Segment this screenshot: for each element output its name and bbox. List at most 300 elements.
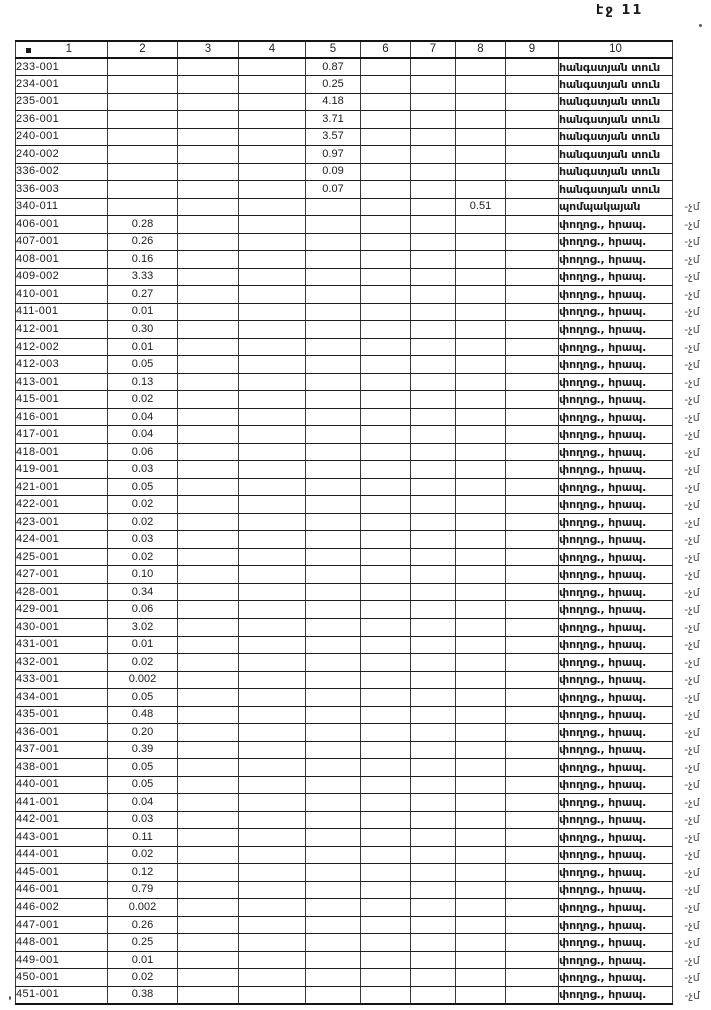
empty-cell: [306, 391, 361, 409]
empty-cell: [239, 391, 306, 409]
empty-cell: [361, 566, 411, 584]
empty-cell: [239, 426, 306, 444]
margin-note: -չմ: [684, 550, 700, 564]
margin-note: [673, 111, 711, 129]
margin-note: [673, 58, 711, 76]
empty-cell: [239, 986, 306, 1004]
margin-note: -չմ: [684, 410, 700, 424]
empty-cell: [108, 198, 178, 216]
empty-cell: [411, 426, 456, 444]
empty-cell: [178, 899, 239, 917]
value-cell: 0.002: [108, 899, 178, 917]
category-cell: փողոց., հրապ.: [559, 356, 673, 374]
empty-cell: [506, 426, 559, 444]
row-code-cell: 433-001: [16, 671, 108, 689]
empty-cell: [456, 759, 506, 777]
value-cell: 0.51: [456, 198, 506, 216]
empty-cell: [411, 93, 456, 111]
empty-cell: [361, 93, 411, 111]
empty-cell: [411, 566, 456, 584]
table-row: [16, 706, 711, 724]
empty-cell: [456, 864, 506, 882]
empty-cell: [306, 443, 361, 461]
empty-cell: [178, 111, 239, 129]
empty-cell: [239, 268, 306, 286]
empty-cell: [456, 916, 506, 934]
value-cell: 0.04: [108, 794, 178, 812]
empty-cell: [456, 391, 506, 409]
empty-cell: [178, 881, 239, 899]
empty-cell: [178, 636, 239, 654]
empty-cell: [456, 829, 506, 847]
category-cell: հանգստյան տուն: [559, 111, 673, 129]
empty-cell: [411, 671, 456, 689]
empty-cell: [178, 566, 239, 584]
empty-cell: [506, 881, 559, 899]
empty-cell: [506, 794, 559, 812]
value-cell: 0.30: [108, 321, 178, 339]
value-cell: 0.28: [108, 216, 178, 234]
empty-cell: [361, 76, 411, 94]
value-cell: 0.05: [108, 689, 178, 707]
empty-cell: [306, 233, 361, 251]
scan-speck: [9, 996, 11, 1000]
row-code-cell: 408-001: [16, 251, 108, 269]
table-row: [16, 934, 711, 952]
value-cell: 0.03: [108, 811, 178, 829]
margin-note: -չմ: [684, 988, 700, 1002]
empty-cell: [361, 916, 411, 934]
margin-note: -չմ: [684, 393, 700, 407]
table-row: [16, 986, 711, 1004]
table-row: [16, 951, 711, 969]
table-row: [16, 846, 711, 864]
empty-cell: [239, 373, 306, 391]
empty-cell: [306, 776, 361, 794]
row-code-cell: 415-001: [16, 391, 108, 409]
category-cell: փողոց., հրապ.: [559, 303, 673, 321]
empty-cell: [361, 619, 411, 637]
empty-cell: [108, 146, 178, 164]
empty-cell: [361, 969, 411, 987]
margin-note: -չմ: [684, 270, 700, 284]
empty-cell: [361, 986, 411, 1004]
empty-cell: [456, 408, 506, 426]
empty-cell: [239, 303, 306, 321]
empty-cell: [306, 478, 361, 496]
empty-cell: [361, 583, 411, 601]
category-cell: փողոց., հրապ.: [559, 566, 673, 584]
category-cell: փողոց., հրապ.: [559, 934, 673, 952]
category-cell: փողոց., հրապ.: [559, 776, 673, 794]
margin-note: [673, 76, 711, 94]
column-header-9: [506, 41, 559, 58]
empty-cell: [361, 163, 411, 181]
value-cell: 3.71: [306, 111, 361, 129]
value-cell: 0.002: [108, 671, 178, 689]
empty-cell: [239, 776, 306, 794]
category-cell: փողոց., հրապ.: [559, 583, 673, 601]
empty-cell: [239, 759, 306, 777]
value-cell: 0.25: [306, 76, 361, 94]
empty-cell: [239, 881, 306, 899]
empty-cell: [361, 181, 411, 199]
row-code-cell: 336-003: [16, 181, 108, 199]
value-cell: 0.02: [108, 496, 178, 514]
empty-cell: [361, 321, 411, 339]
empty-cell: [361, 303, 411, 321]
empty-cell: [306, 373, 361, 391]
table-row: [16, 251, 711, 269]
empty-cell: [361, 881, 411, 899]
empty-cell: [178, 601, 239, 619]
empty-cell: [239, 811, 306, 829]
empty-cell: [239, 636, 306, 654]
value-cell: 0.48: [108, 706, 178, 724]
column-header-label: 8: [477, 42, 484, 55]
empty-cell: [456, 128, 506, 146]
empty-cell: [456, 356, 506, 374]
table-row: [16, 671, 711, 689]
empty-cell: [306, 969, 361, 987]
empty-cell: [456, 776, 506, 794]
row-code-cell: 412-001: [16, 321, 108, 339]
margin-note: -չմ: [684, 813, 700, 827]
empty-cell: [411, 724, 456, 742]
empty-cell: [239, 163, 306, 181]
value-cell: 0.38: [108, 986, 178, 1004]
margin-note: -չմ: [684, 638, 700, 652]
empty-cell: [178, 268, 239, 286]
empty-cell: [178, 286, 239, 304]
row-code-cell: 430-001: [16, 619, 108, 637]
empty-cell: [239, 461, 306, 479]
empty-cell: [361, 286, 411, 304]
empty-cell: [178, 776, 239, 794]
margin-note: -չմ: [684, 287, 700, 301]
empty-cell: [506, 303, 559, 321]
row-code-cell: 451-001: [16, 986, 108, 1004]
empty-cell: [178, 671, 239, 689]
empty-cell: [239, 233, 306, 251]
empty-cell: [411, 969, 456, 987]
margin-note: -չմ: [684, 936, 700, 950]
empty-cell: [411, 443, 456, 461]
empty-cell: [411, 951, 456, 969]
category-cell: փողոց., հրապ.: [559, 478, 673, 496]
empty-cell: [361, 391, 411, 409]
empty-cell: [411, 513, 456, 531]
empty-cell: [506, 671, 559, 689]
row-code-cell: 442-001: [16, 811, 108, 829]
empty-cell: [506, 829, 559, 847]
value-cell: 0.16: [108, 251, 178, 269]
empty-cell: [306, 566, 361, 584]
empty-cell: [411, 583, 456, 601]
empty-cell: [361, 864, 411, 882]
category-cell: փողոց., հրապ.: [559, 864, 673, 882]
table-row: [16, 811, 711, 829]
value-cell: 0.01: [108, 636, 178, 654]
empty-cell: [361, 356, 411, 374]
row-code-cell: 441-001: [16, 794, 108, 812]
empty-cell: [456, 951, 506, 969]
margin-note: -չմ: [684, 235, 700, 249]
empty-cell: [506, 864, 559, 882]
empty-cell: [456, 724, 506, 742]
empty-cell: [456, 881, 506, 899]
empty-cell: [506, 548, 559, 566]
margin-note: -չմ: [684, 901, 700, 914]
empty-cell: [506, 356, 559, 374]
table-row: [16, 321, 711, 339]
empty-cell: [456, 706, 506, 724]
margin-note: -չմ: [684, 865, 700, 879]
empty-cell: [506, 496, 559, 514]
empty-cell: [239, 671, 306, 689]
empty-cell: [506, 58, 559, 76]
empty-cell: [506, 776, 559, 794]
empty-cell: [306, 689, 361, 707]
category-cell: հանգստյան տուն: [559, 128, 673, 146]
empty-cell: [178, 706, 239, 724]
empty-cell: [411, 478, 456, 496]
empty-cell: [239, 513, 306, 531]
empty-cell: [456, 619, 506, 637]
empty-cell: [506, 934, 559, 952]
value-cell: 0.02: [108, 548, 178, 566]
value-cell: 0.05: [108, 759, 178, 777]
empty-cell: [456, 76, 506, 94]
empty-cell: [411, 111, 456, 129]
table-row: [16, 443, 711, 461]
margin-note: -չմ: [684, 200, 700, 214]
row-code-cell: 440-001: [16, 776, 108, 794]
column-header-6: [361, 41, 411, 58]
empty-cell: [239, 619, 306, 637]
table-row: [16, 496, 711, 514]
empty-cell: [456, 268, 506, 286]
empty-cell: [239, 321, 306, 339]
empty-cell: [178, 216, 239, 234]
empty-cell: [506, 619, 559, 637]
value-cell: 0.02: [108, 391, 178, 409]
row-code-cell: 233-001: [16, 58, 108, 76]
column-header-label: 10: [609, 42, 622, 55]
table-row: [16, 233, 711, 251]
empty-cell: [411, 76, 456, 94]
empty-cell: [306, 408, 361, 426]
empty-cell: [506, 916, 559, 934]
table-row: [16, 216, 711, 234]
row-code-cell: 431-001: [16, 636, 108, 654]
category-cell: փողոց., հրապ.: [559, 286, 673, 304]
margin-note: -չմ: [684, 568, 700, 582]
table-row: [16, 426, 711, 444]
empty-cell: [456, 654, 506, 672]
value-cell: 0.04: [108, 426, 178, 444]
row-code-cell: 445-001: [16, 864, 108, 882]
empty-cell: [456, 548, 506, 566]
empty-cell: [506, 443, 559, 461]
empty-cell: [178, 338, 239, 356]
empty-cell: [306, 548, 361, 566]
empty-cell: [411, 233, 456, 251]
column-header-label: 5: [329, 42, 337, 55]
empty-cell: [456, 513, 506, 531]
table-row: [16, 969, 711, 987]
value-cell: 0.11: [108, 829, 178, 847]
table-row: [16, 759, 711, 777]
row-code-cell: 340-011: [16, 198, 108, 216]
empty-cell: [178, 513, 239, 531]
margin-note: -չմ: [684, 690, 700, 704]
margin-note: -չմ: [684, 463, 700, 477]
category-cell: փողոց., հրապ.: [559, 829, 673, 847]
empty-cell: [411, 794, 456, 812]
empty-cell: [456, 986, 506, 1004]
empty-cell: [361, 146, 411, 164]
empty-cell: [178, 321, 239, 339]
margin-note: -չմ: [684, 603, 700, 617]
empty-cell: [411, 829, 456, 847]
category-cell: փողոց., հրապ.: [559, 216, 673, 234]
empty-cell: [361, 233, 411, 251]
empty-cell: [361, 671, 411, 689]
empty-cell: [108, 163, 178, 181]
empty-cell: [506, 233, 559, 251]
empty-cell: [456, 461, 506, 479]
empty-cell: [239, 583, 306, 601]
category-cell: փողոց., հրապ.: [559, 986, 673, 1004]
empty-cell: [456, 794, 506, 812]
empty-cell: [178, 163, 239, 181]
empty-cell: [239, 478, 306, 496]
empty-cell: [411, 303, 456, 321]
empty-cell: [239, 566, 306, 584]
empty-cell: [178, 689, 239, 707]
empty-cell: [411, 689, 456, 707]
empty-cell: [239, 846, 306, 864]
table-row: [16, 636, 711, 654]
empty-cell: [456, 969, 506, 987]
empty-cell: [178, 583, 239, 601]
empty-cell: [178, 128, 239, 146]
table-row: [16, 163, 711, 181]
empty-cell: [108, 111, 178, 129]
column-header-label: 1: [65, 42, 73, 55]
empty-cell: [239, 829, 306, 847]
empty-cell: [411, 146, 456, 164]
empty-cell: [108, 128, 178, 146]
scan-speck: [699, 24, 702, 27]
empty-cell: [239, 338, 306, 356]
margin-note: [673, 181, 711, 199]
margin-note: -չմ: [684, 498, 700, 512]
empty-cell: [361, 496, 411, 514]
table-row: [16, 741, 711, 759]
category-cell: պոմպակայան: [559, 198, 673, 216]
empty-cell: [506, 461, 559, 479]
empty-cell: [411, 811, 456, 829]
value-cell: 0.05: [108, 356, 178, 374]
table-row: [16, 566, 711, 584]
row-code-cell: 411-001: [16, 303, 108, 321]
empty-cell: [506, 689, 559, 707]
table-row: [16, 601, 711, 619]
value-cell: 0.13: [108, 373, 178, 391]
empty-cell: [506, 513, 559, 531]
empty-cell: [411, 899, 456, 917]
empty-cell: [306, 286, 361, 304]
empty-cell: [306, 601, 361, 619]
value-cell: 0.26: [108, 233, 178, 251]
empty-cell: [361, 934, 411, 952]
empty-cell: [361, 408, 411, 426]
empty-cell: [506, 969, 559, 987]
empty-cell: [506, 601, 559, 619]
empty-cell: [306, 216, 361, 234]
empty-cell: [456, 741, 506, 759]
empty-cell: [361, 951, 411, 969]
table-row: [16, 356, 711, 374]
empty-cell: [306, 916, 361, 934]
empty-cell: [411, 461, 456, 479]
row-code-cell: 447-001: [16, 916, 108, 934]
table-row: [16, 478, 711, 496]
category-cell: փողոց., հրապ.: [559, 951, 673, 969]
empty-cell: [506, 321, 559, 339]
empty-cell: [506, 478, 559, 496]
value-cell: 0.34: [108, 583, 178, 601]
empty-cell: [411, 916, 456, 934]
value-cell: 0.03: [108, 531, 178, 549]
margin-note: -չմ: [684, 480, 700, 494]
margin-note: -չմ: [684, 620, 700, 634]
margin-note: -չմ: [684, 743, 700, 757]
margin-note: -չմ: [684, 848, 700, 862]
table-body: [16, 58, 711, 1004]
empty-cell: [506, 251, 559, 269]
empty-cell: [361, 548, 411, 566]
table-row: [16, 513, 711, 531]
empty-cell: [239, 198, 306, 216]
empty-cell: [178, 181, 239, 199]
empty-cell: [239, 93, 306, 111]
value-cell: 0.10: [108, 566, 178, 584]
category-cell: փողոց., հրապ.: [559, 268, 673, 286]
empty-cell: [108, 58, 178, 76]
category-cell: փողոց., հրապ.: [559, 916, 673, 934]
empty-cell: [456, 321, 506, 339]
category-cell: փողոց., հրապ.: [559, 741, 673, 759]
margin-note: -չմ: [684, 322, 700, 336]
empty-cell: [506, 583, 559, 601]
empty-cell: [361, 461, 411, 479]
empty-cell: [239, 356, 306, 374]
empty-cell: [239, 724, 306, 742]
table-row: [16, 198, 711, 216]
category-cell: փողոց., հրապ.: [559, 513, 673, 531]
empty-cell: [411, 321, 456, 339]
empty-cell: [456, 163, 506, 181]
empty-cell: [306, 338, 361, 356]
empty-cell: [456, 286, 506, 304]
empty-cell: [361, 478, 411, 496]
value-cell: 0.03: [108, 461, 178, 479]
empty-cell: [456, 181, 506, 199]
empty-cell: [361, 899, 411, 917]
